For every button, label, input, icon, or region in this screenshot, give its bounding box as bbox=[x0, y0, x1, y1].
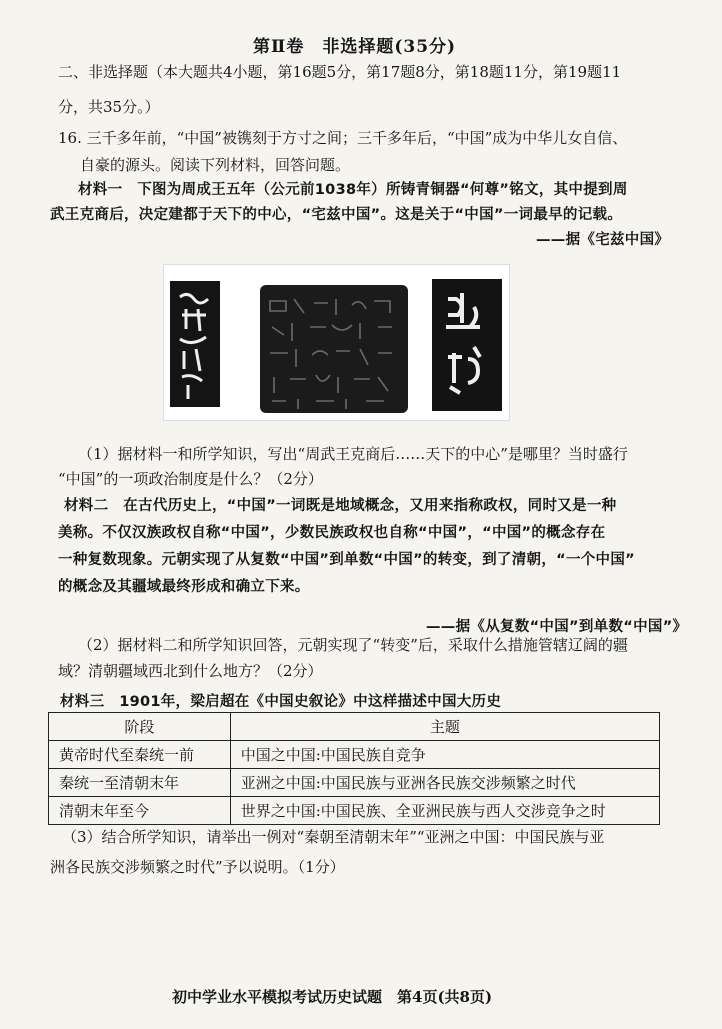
table-header-stage: 阶段 bbox=[49, 713, 231, 741]
table-cell-stage: 黄帝时代至秦统一前 bbox=[49, 741, 231, 769]
material1-line-1: 材料一 下图为周成王五年（公元前1038年）所铸青铜器“何尊”铭文，其中提到周 bbox=[78, 182, 628, 198]
q2-line-1: （2）据材料二和所学知识回答，元朝实现了“转变”后，采取什么措施管辖辽阔的疆 bbox=[78, 636, 628, 654]
table-cell-theme: 中国之中国:中国民族自竞争 bbox=[230, 741, 659, 769]
table-row bbox=[49, 797, 660, 825]
inscription-middle-image bbox=[260, 285, 408, 413]
table-cell-theme: 亚洲之中国:中国民族与亚洲各民族交涉频繁之时代 bbox=[230, 769, 659, 797]
material2-line-3: 一种复数现象。元朝实现了从复数“中国”到单数“中国”的转变，到了清朝，“一个中国” bbox=[58, 552, 635, 568]
material1-source: ——据《宅兹中国》 bbox=[536, 232, 670, 248]
material1-line-2: 武王克商后，决定建都于天下的中心，“宅兹中国”。这是关于“中国”一词最早的记载。 bbox=[50, 207, 623, 223]
q1-line-2: “中国”的一项政治制度是什么？（2分） bbox=[58, 470, 323, 488]
history-table bbox=[48, 712, 660, 825]
material2-line-2: 美称。不仅汉族政权自称“中国”，少数民族政权也自称“中国”，“中国”的概念存在 bbox=[58, 525, 606, 541]
instructions-line-1: 二、非选择题（本大题共4小题，第16题5分，第17题8分，第18题11分，第19题11 bbox=[58, 63, 622, 81]
inscription-right-image bbox=[432, 279, 502, 411]
q16-intro-line-2: 自豪的源头。阅读下列材料，回答问题。 bbox=[80, 156, 351, 174]
instructions-line-2: 分，共35分。） bbox=[58, 98, 160, 116]
q2-line-2: 域？清朝疆域西北到什么地方？（2分） bbox=[58, 662, 323, 680]
q1-line-1: （1）据材料一和所学知识，写出“周武王克商后……天下的中心”是哪里？当时盛行 bbox=[78, 445, 628, 463]
material3-intro: 材料三 1901年，梁启超在《中国史叙论》中这样描述中国大历史 bbox=[60, 694, 502, 710]
page-footer: 初中学业水平模拟考试历史试题 第4页(共8页) bbox=[172, 988, 493, 1006]
table-cell-stage: 清朝末年至今 bbox=[49, 797, 231, 825]
table-row bbox=[49, 769, 660, 797]
inscription-gallery bbox=[163, 264, 510, 421]
q3-line-2: 洲各民族交涉频繁之时代”予以说明。（1分） bbox=[50, 858, 345, 876]
material2-source: ——据《从复数“中国”到单数“中国”》 bbox=[426, 619, 688, 635]
material2-line-1: 材料二 在古代历史上，“中国”一词既是地域概念，又用来指称政权，同时又是一种 bbox=[64, 498, 617, 514]
table-header-row bbox=[49, 713, 660, 741]
inscription-left-image bbox=[170, 281, 220, 407]
table-cell-theme: 世界之中国:中国民族、全亚洲民族与西人交涉竞争之时 bbox=[230, 797, 659, 825]
q16-intro-line-1: 16. 三千多年前，“中国”被镌刻于方寸之间；三千多年后，“中国”成为中华儿女自信、 bbox=[58, 129, 628, 147]
table-row bbox=[49, 741, 660, 769]
material2-line-4: 的概念及其疆域最终形成和确立下来。 bbox=[58, 579, 310, 595]
section-title: 第Ⅱ卷 非选择题(35分) bbox=[253, 37, 457, 57]
table-header-theme: 主题 bbox=[230, 713, 659, 741]
table-cell-stage: 秦统一至清朝末年 bbox=[49, 769, 231, 797]
q3-line-1: （3）结合所学知识，请举出一例对“秦朝至清朝末年”“亚洲之中国：中国民族与亚 bbox=[62, 828, 605, 846]
